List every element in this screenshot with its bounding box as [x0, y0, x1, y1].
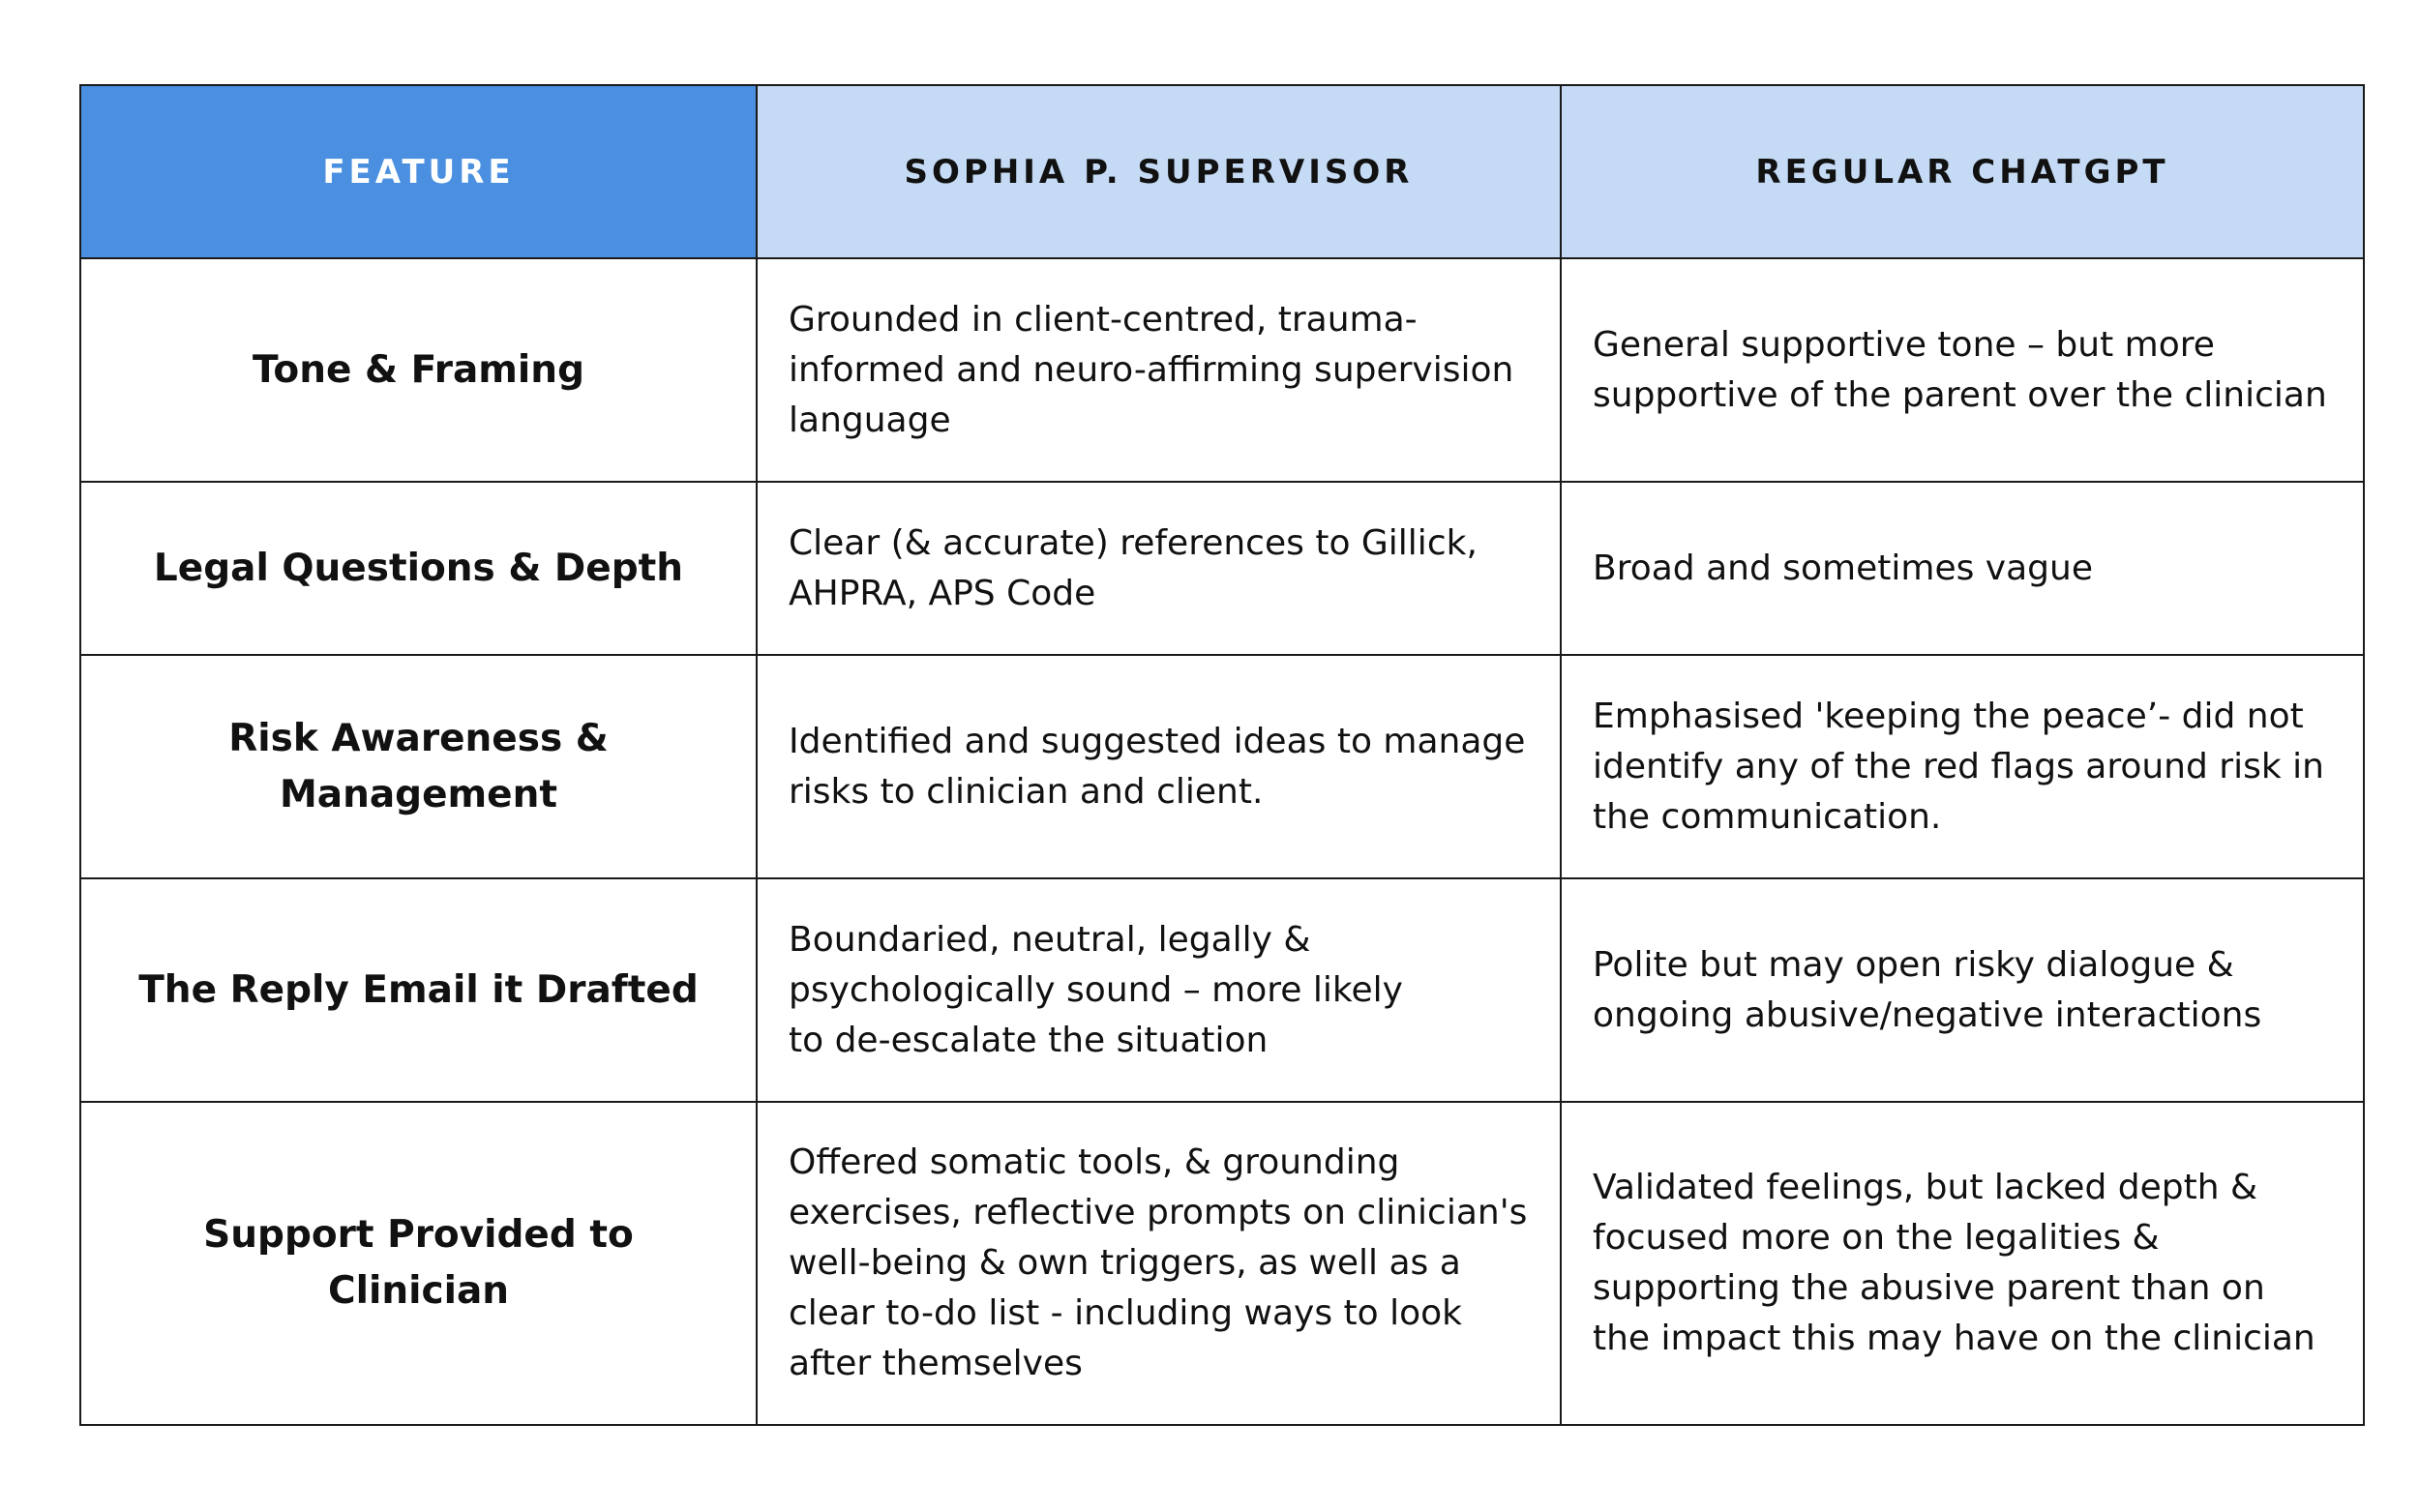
chatgpt-cell: Validated feelings, but lacked depth & focused more on the legalities & supporting the abusive parent than on the impact this may have on the clinician	[1561, 1102, 2364, 1425]
header-regular-chatgpt: REGULAR CHATGPT	[1561, 85, 2364, 258]
feature-cell: Support Provided to Clinician	[80, 1102, 757, 1425]
chatgpt-cell: Broad and sometimes vague	[1561, 482, 2364, 655]
feature-cell: Risk Awareness & Management	[80, 655, 757, 878]
feature-cell: Tone & Framing	[80, 258, 757, 482]
feature-cell: The Reply Email it Drafted	[80, 878, 757, 1102]
chatgpt-cell: General supportive tone – but more supportive of the parent over the clinician	[1561, 258, 2364, 482]
chatgpt-cell: Polite but may open risky dialogue & ongoing abusive/negative interactions	[1561, 878, 2364, 1102]
sophia-line: psychologically sound – more likely	[789, 969, 1403, 1010]
sophia-cell: Grounded in client-centred, trauma-informed and neuro-affirming supervision language	[757, 258, 1561, 482]
sophia-cell	[757, 878, 1561, 1102]
table-row	[80, 655, 2364, 878]
feature-cell: Legal Questions & Depth	[80, 482, 757, 655]
table-row	[80, 258, 2364, 482]
header-sophia-supervisor: SOPHIA P. SUPERVISOR	[757, 85, 1561, 258]
sophia-line: Boundaried, neutral, legally &	[789, 919, 1311, 960]
table-row	[80, 482, 2364, 655]
sophia-cell: Clear (& accurate) references to Gillick, AHPRA, APS Code	[757, 482, 1561, 655]
sophia-line: to de-escalate the situation	[789, 1020, 1269, 1060]
header-row	[80, 85, 2364, 258]
chatgpt-cell: Emphasised 'keeping the peace’- did not identify any of the red flags around risk in the communication.	[1561, 655, 2364, 878]
table-row	[80, 878, 2364, 1102]
header-feature: FEATURE	[80, 85, 757, 258]
sophia-cell: Offered somatic tools, & grounding exercises, reflective prompts on clinician's well-being & own triggers, as well as a clear to-do list - including ways to look after themselves	[757, 1102, 1561, 1425]
table-row	[80, 1102, 2364, 1425]
comparison-table	[79, 84, 2365, 1426]
sophia-cell: Identified and suggested ideas to manage risks to clinician and client.	[757, 655, 1561, 878]
